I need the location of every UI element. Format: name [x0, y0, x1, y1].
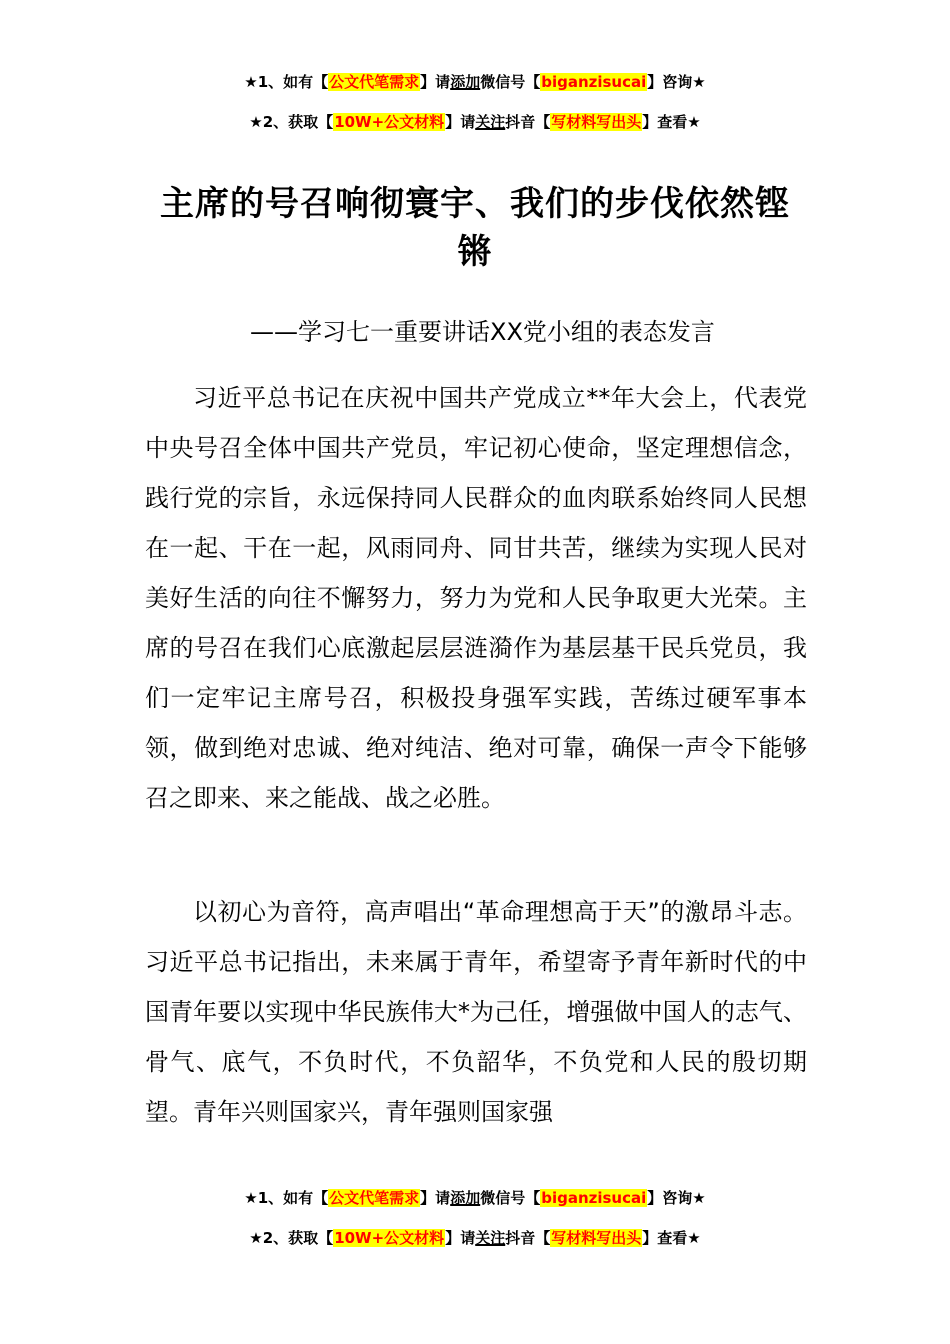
footer-line-2-suffix: 】查看★ [642, 1229, 701, 1247]
footer-line-2 [0, 1226, 950, 1250]
header-line-2-suffix: 】查看★ [642, 113, 701, 131]
footer-line-1-text: 】请 [420, 1189, 451, 1207]
header-line-2-text: 】请 [445, 113, 476, 131]
header-line-2-prefix: ★2、获取【 [249, 113, 334, 131]
header-line-2 [0, 110, 950, 134]
footer-line-2-prefix: ★2、获取【 [249, 1229, 334, 1247]
document-title: 主席的号召响彻寰宇、我们的步伐依然铿锵 [160, 184, 790, 272]
header-line-1 [0, 70, 950, 94]
header-line-1-text: 】请 [420, 73, 451, 91]
header-line-1-prefix: ★1、如有【 [244, 73, 329, 91]
header-line-2-highlight-douyin-id: 写材料写出头 [551, 113, 642, 131]
document-subtitle: ——学习七一重要讲话XX党小组的表态发言 [250, 318, 715, 346]
footer-line-2-text: 】请 [445, 1229, 476, 1247]
footer-line-2-douyin-label: 抖音【 [505, 1229, 551, 1247]
footer-line-1-prefix: ★1、如有【 [244, 1189, 329, 1207]
footer-line-1-wechat-label: 微信号【 [480, 1189, 541, 1207]
header-line-2-underlined: 关注 [475, 113, 506, 131]
header-line-2-douyin-label: 抖音【 [505, 113, 551, 131]
header-line-1-wechat-label: 微信号【 [480, 73, 541, 91]
header-line-2-highlight-materials: 10W+公文材料 [334, 113, 445, 131]
footer-line-1-suffix: 】咨询★ [647, 1189, 706, 1207]
header-line-1-highlight-wechat-id: biganzisucai [541, 73, 647, 91]
footer-line-2-highlight-materials: 10W+公文材料 [334, 1229, 445, 1247]
footer-line-1-underlined: 添加 [450, 1189, 481, 1207]
body-paragraph-1: 习近平总书记在庆祝中国共产党成立**年大会上，代表党中央号召全体中国共产党员，牢记初心使命，坚定理想信念，践行党的宗旨，永远保持同人民群众的血肉联系始终同人民想在一起、干在一起，风雨同舟、同甘共苦，继续为实现人民对美好生活的向往不懈努力，努力为党和人民争取更大光荣。主席的号召在我们心底激起层层涟漪作为基层基干民兵党员，我们一定牢记主席号召，积极投身强军实践，苦练过硬军事本领，做到绝对忠诚、绝对纯洁、绝对可靠，确保一声令下能够召之即来、来之能战、战之必胜。 [145, 384, 807, 812]
footer-line-1 [0, 1186, 950, 1210]
footer-line-1-highlight-wechat-id: biganzisucai [541, 1189, 647, 1207]
body-paragraph-2: 以初心为音符，高声唱出“革命理想高于天”的激昂斗志。习近平总书记指出，未来属于青年，希望寄予青年新时代的中国青年要以实现中华民族伟大*为己任，增强做中国人的志气、骨气、底气，不负时代，不负韶华，不负党和人民的殷切期望。青年兴则国家兴，青年强则国家强 [145, 898, 807, 1126]
header-line-1-underlined: 添加 [450, 73, 481, 91]
header-line-1-suffix: 】咨询★ [647, 73, 706, 91]
footer-line-2-underlined: 关注 [475, 1229, 506, 1247]
footer-line-2-highlight-douyin-id: 写材料写出头 [551, 1229, 642, 1247]
footer-line-1-highlight-service: 公文代笔需求 [329, 1189, 420, 1207]
header-line-1-highlight-service: 公文代笔需求 [329, 73, 420, 91]
